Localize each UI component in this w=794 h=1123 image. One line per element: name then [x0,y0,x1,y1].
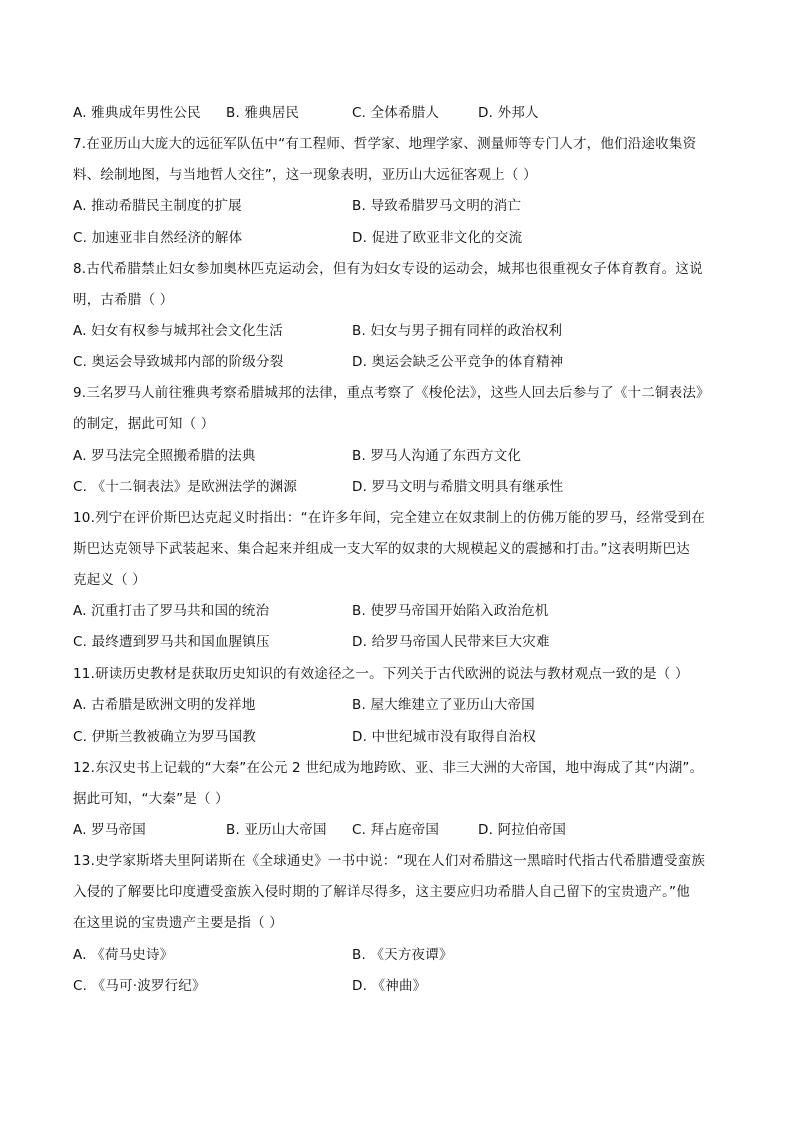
q8-stem-line-2: 明，古希腊（ ） [73,292,174,308]
q7-stem-line-1: 7.在亚历山大庞大的远征军队伍中“有工程师、哲学家、地理学家、测量师等专门人才，他们沿途收集资 [73,136,697,152]
q10-stem-line-2: 斯巴达克领导下武装起来、集合起来并组成一支大军的奴隶的大规模起义的震撼和打击。”这表明斯巴达 [73,541,690,557]
q9-stem-line-1: 9.三名罗马人前往雅典考察希腊城邦的法律，重点考察了《梭伦法》，这些人回去后参与了《十二铜表法》 [73,385,710,401]
q11-stem-line-1: 11.研读历史教材是获取历史知识的有效途径之一。下列关于古代欧洲的说法与教材观点一致的是（ ） [73,666,689,682]
q13-stem-line-3: 在这里说的宝贵遗产主要是指（ ） [73,915,283,931]
q8-stem-line-1: 8.古代希腊禁止妇女参加奥林匹克运动会，但有为妇女专设的运动会，城邦也很重视女子体育教育。这说 [73,261,703,277]
q11-option-b[interactable]: B. 屋大维建立了亚历山大帝国 [352,697,535,713]
q12-option-b[interactable]: B. 亚历山大帝国 [226,822,327,838]
q6-option-a[interactable]: A. 雅典成年男性公民 [73,105,201,121]
q9-option-a[interactable]: A. 罗马法完全照搬希腊的法典 [73,448,256,464]
q11-option-c[interactable]: C. 伊斯兰教被确立为罗马国教 [73,729,257,745]
q12-option-c[interactable]: C. 拜占庭帝国 [352,822,440,838]
q6-option-c[interactable]: C. 全体希腊人 [352,105,440,121]
q13-option-d[interactable]: D. 《神曲》 [352,978,427,994]
q9-option-c[interactable]: C. 《十二铜表法》是欧洲法学的渊源 [73,479,298,495]
q12-option-d[interactable]: D. 阿拉伯帝国 [478,822,567,838]
q13-option-c[interactable]: C. 《马可·波罗行纪》 [73,978,206,994]
q8-option-c[interactable]: C. 奥运会导致城邦内部的阶级分裂 [73,354,284,370]
q6-option-b[interactable]: B. 雅典居民 [226,105,300,121]
q9-stem-line-2: 的制定，据此可知（ ） [73,416,215,432]
q8-option-a[interactable]: A. 妇女有权参与城邦社会文化生活 [73,323,283,339]
q7-option-c[interactable]: C. 加速亚非自然经济的解体 [73,230,243,246]
q12-stem-line-2: 据此可知，“大秦”是（ ） [73,791,229,807]
q9-option-b[interactable]: B. 罗马人沟通了东西方文化 [352,448,522,464]
q7-option-a[interactable]: A. 推动希腊民主制度的扩展 [73,198,242,214]
q8-option-b[interactable]: B. 妇女与男子拥有同样的政治权利 [352,323,563,339]
q12-option-a[interactable]: A. 罗马帝国 [73,822,146,838]
q13-option-a[interactable]: A. 《荷马史诗》 [73,947,174,963]
q9-option-d[interactable]: D. 罗马文明与希腊文明具有继承性 [352,479,564,495]
q13-stem-line-1: 13.史学家斯塔夫里阿诺斯在《全球通史》一书中说：“现在人们对希腊这一黑暗时代指古代希腊遭受蛮族 [73,853,706,869]
q10-option-c[interactable]: C. 最终遭到罗马共和国血腥镇压 [73,634,270,650]
q10-stem-line-3: 克起义（ ） [73,572,146,588]
q10-stem-line-1: 10.列宁在评价斯巴达克起义时指出：“在许多年间，完全建立在奴隶制上的仿佛万能的罗马，经常受到在 [73,510,706,526]
q13-stem-line-2: 入侵的了解要比印度遭受蛮族入侵时期的了解详尽得多，这主要应归功希腊人自己留下的宝贵遗产。”他 [73,884,690,900]
q11-option-d[interactable]: D. 中世纪城市没有取得自治权 [352,729,536,745]
q11-option-a[interactable]: A. 古希腊是欧洲文明的发祥地 [73,697,256,713]
q13-option-b[interactable]: B. 《天方夜谭》 [352,947,453,963]
q7-option-d[interactable]: D. 促进了欧亚非文化的交流 [352,230,523,246]
q7-option-b[interactable]: B. 导致希腊罗马文明的消亡 [352,198,522,214]
q8-option-d[interactable]: D. 奥运会缺乏公平竞争的体育精神 [352,354,564,370]
q6-option-d[interactable]: D. 外邦人 [478,105,539,121]
q10-option-a[interactable]: A. 沉重打击了罗马共和国的统治 [73,603,270,619]
q7-stem-line-2: 料、绘制地图，与当地哲人交往”，这一现象表明，亚历山大远征客观上（ ） [73,167,537,183]
q10-option-d[interactable]: D. 给罗马帝国人民带来巨大灾难 [352,634,550,650]
q10-option-b[interactable]: B. 使罗马帝国开始陷入政治危机 [352,603,549,619]
q12-stem-line-1: 12.东汉史书上记载的“大秦”在公元 2 世纪成为地跨欧、亚、非三大洲的大帝国，地中海成了其“内湖”。 [73,760,704,776]
